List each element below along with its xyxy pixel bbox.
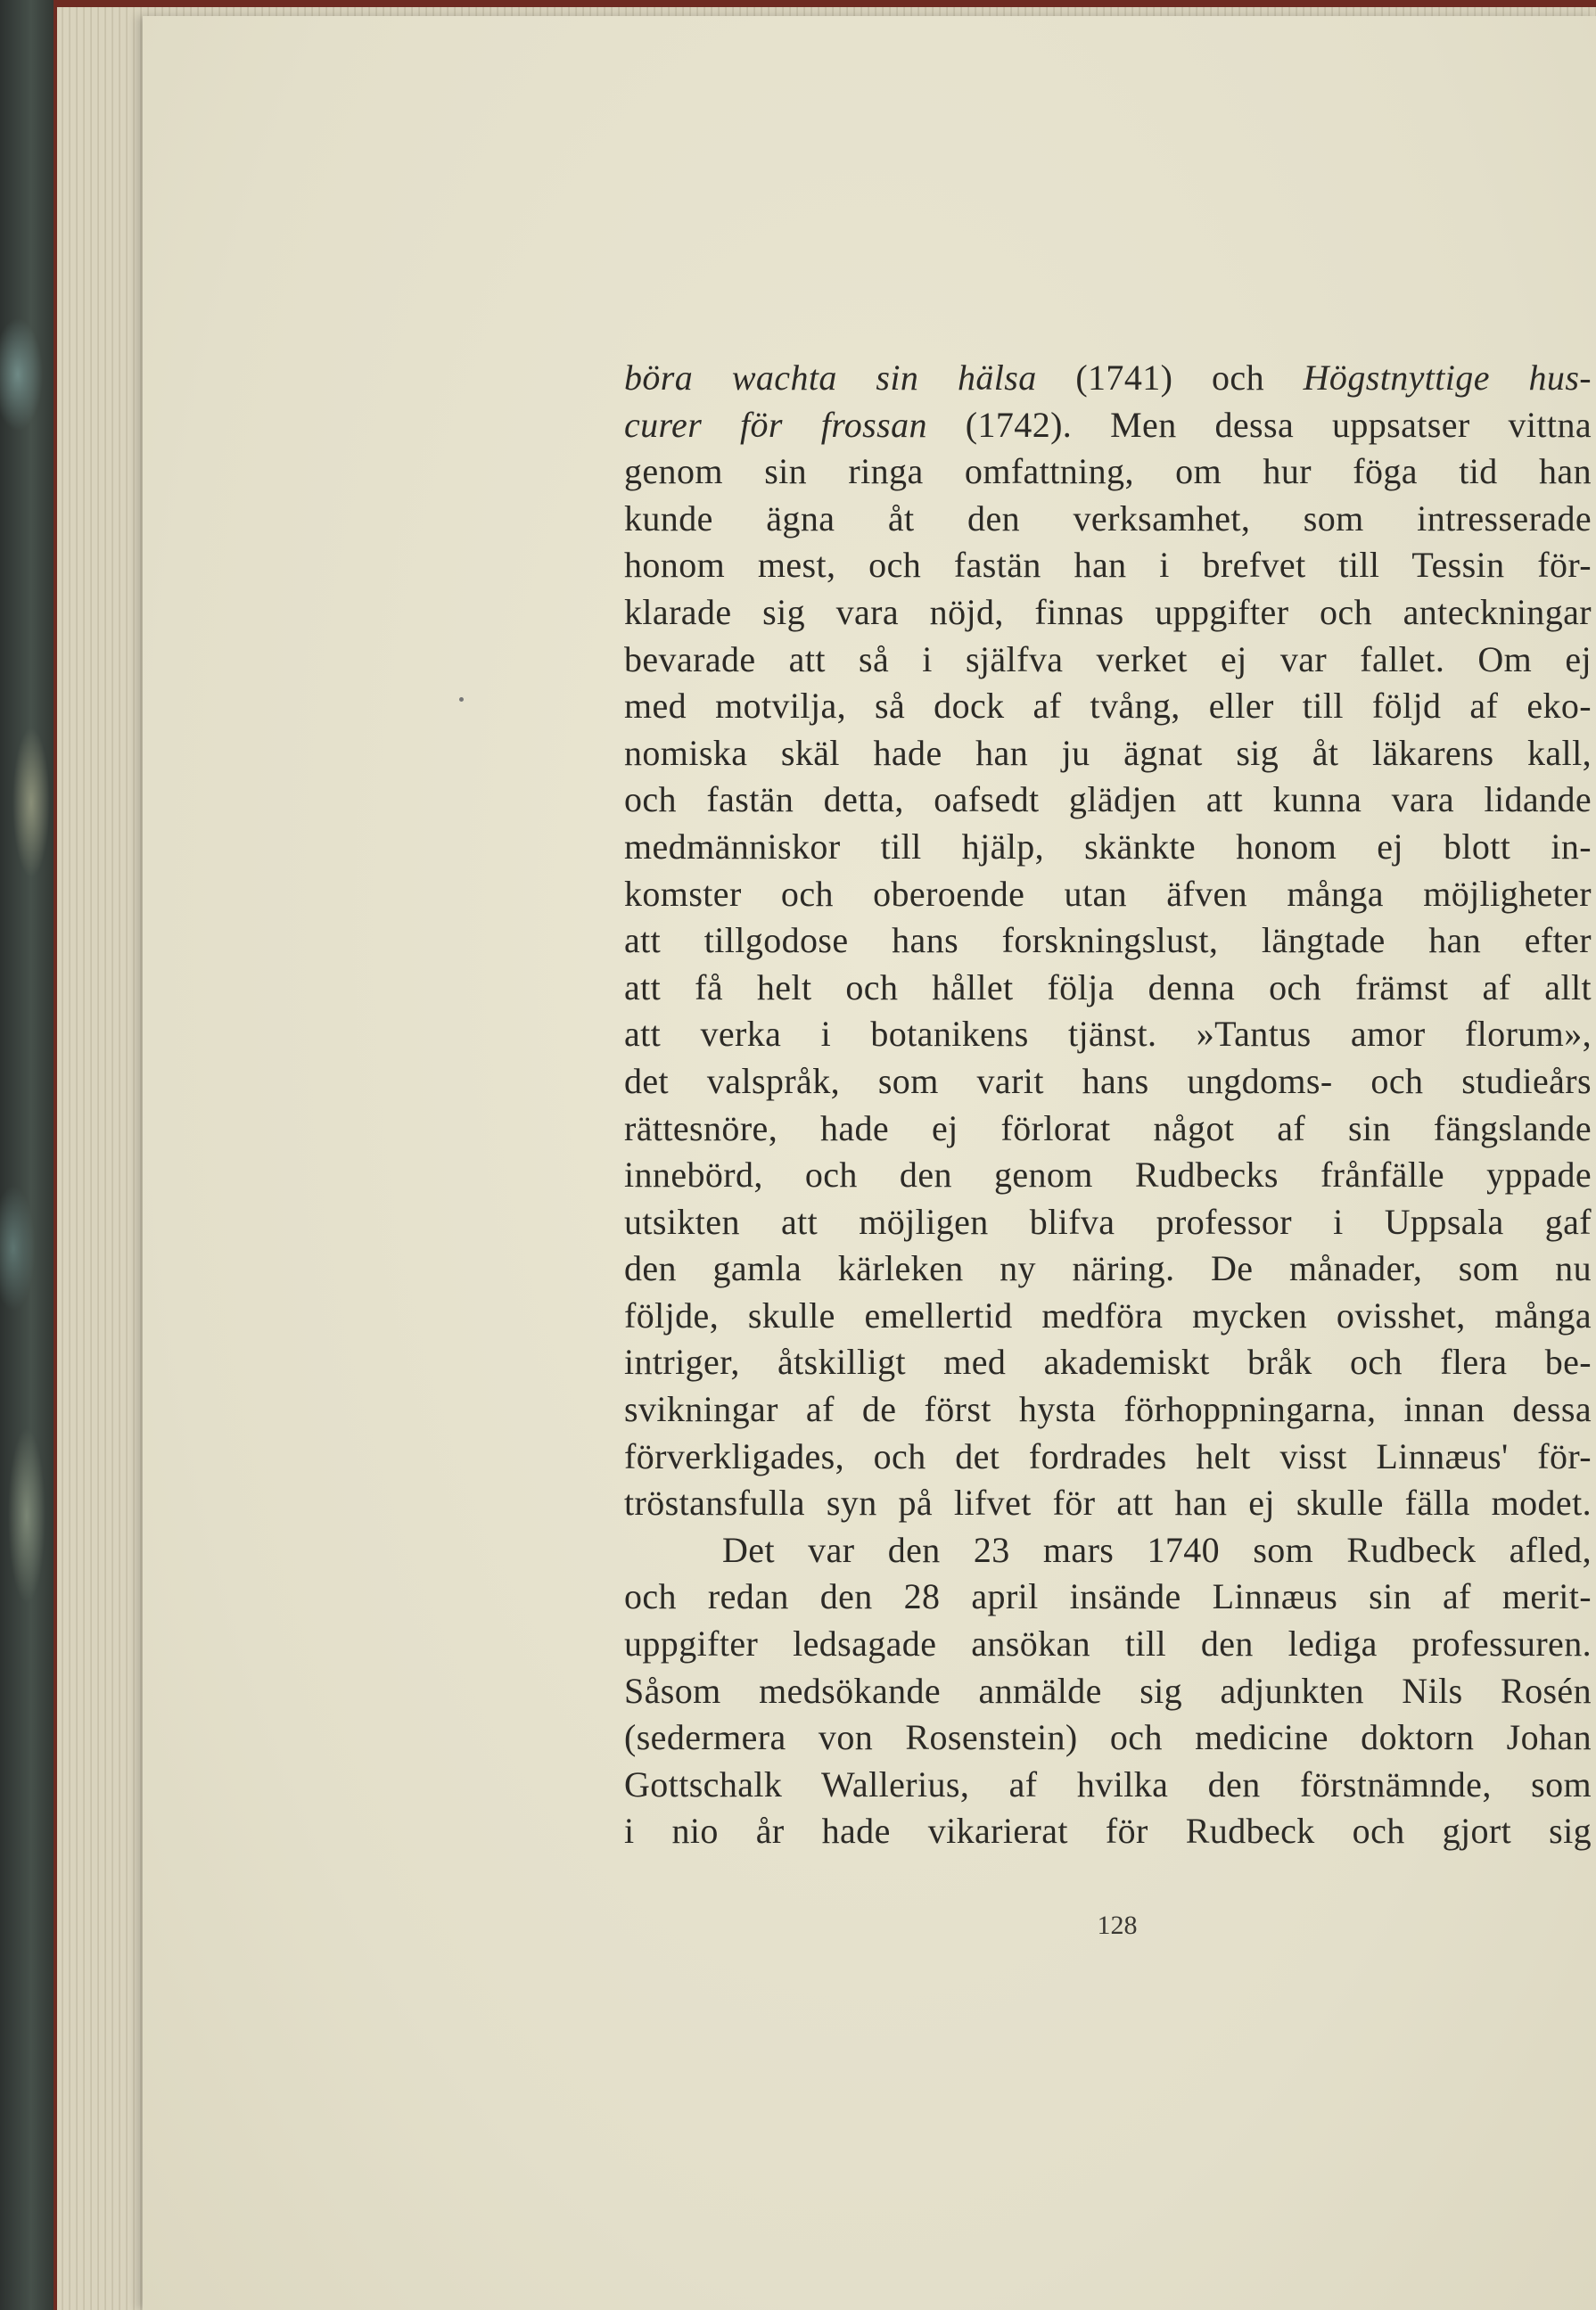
text-line [624, 496, 1592, 543]
text-line [624, 1527, 1592, 1574]
text-run: det valspråk, som varit hans ungdoms- och studieårs [624, 1060, 1592, 1101]
text-run: (sedermera von Rosenstein) och medicine doktorn Johan [624, 1717, 1592, 1758]
text-line [624, 1199, 1592, 1246]
text-line [624, 1106, 1592, 1153]
text-run: rättesnöre, hade ej förlorat något af sin fängslande [624, 1107, 1592, 1148]
text-line [624, 1293, 1592, 1340]
text-run: tröstansfulla syn på lifvet för att han ej skulle fälla modet. [624, 1483, 1592, 1524]
text-line [624, 448, 1592, 496]
text-line [624, 637, 1592, 684]
text-line [624, 1434, 1592, 1481]
text-line [624, 683, 1592, 730]
text-run: Gottschalk Wallerius, af hvilka den förstnämnde, som [624, 1763, 1592, 1804]
text-run: medmänniskor till hjälp, skänkte honom ej blott in- [624, 826, 1592, 867]
body-text [624, 355, 1592, 1855]
text-run: kunde ägna åt den verksamhet, som intresserade [624, 497, 1592, 538]
text-run: bevarade att så i själfva verket ej var fallet. Om ej [624, 638, 1592, 679]
text-line [624, 1762, 1592, 1809]
text-run: klarade sig vara nöjd, finnas uppgifter och anteckningar [624, 591, 1592, 632]
text-run: utsikten att möjligen blifva professor i Uppsala gaf [624, 1201, 1592, 1242]
text-run: (1742). Men dessa uppsatser vittna [926, 404, 1592, 445]
text-run: förverkligades, och det fordrades helt visst Linnæus' för- [624, 1435, 1592, 1476]
text-line [624, 1339, 1592, 1386]
text-run: och redan den 28 april insände Linnæus sin af merit- [624, 1576, 1592, 1617]
text-line [624, 355, 1592, 402]
text-run: intriger, åtskilligt med akademiskt bråk och flera be- [624, 1342, 1592, 1383]
text-run: (1741) och [1036, 358, 1304, 398]
text-run: genom sin ringa omfattning, om hur föga tid han [624, 451, 1592, 492]
text-line [624, 1011, 1592, 1058]
text-run: uppgifter ledsagade ansökan till den lediga professuren. [624, 1624, 1592, 1665]
text-run: Såsom medsökande anmälde sig adjunkten Nils Rosén [624, 1670, 1592, 1711]
text-run: att få helt och hållet följa denna och främst af allt [624, 966, 1592, 1007]
text-line [624, 1668, 1592, 1715]
text-line [624, 1152, 1592, 1199]
text-line [624, 1386, 1592, 1434]
text-line [624, 824, 1592, 871]
text-line [624, 1621, 1592, 1668]
text-line [624, 589, 1592, 637]
text-run: nomiska skäl hade han ju ägnat sig åt läkarens kall, [624, 732, 1592, 773]
italic-title: Högstnyttige hus- [1303, 358, 1592, 398]
text-run: honom mest, och fastän han i brefvet till Tessin för- [624, 545, 1592, 586]
text-line [624, 1480, 1592, 1527]
text-line [624, 917, 1592, 965]
text-run: följde, skulle emellertid medföra mycken ovisshet, många [624, 1295, 1592, 1336]
text-run: den gamla kärleken ny näring. De månader, som nu [624, 1248, 1592, 1289]
italic-title: böra wachta sin hälsa [624, 358, 1037, 398]
text-line [624, 777, 1592, 824]
text-line [624, 1714, 1592, 1762]
text-run: att tillgodose hans forskningslust, längtade han efter [624, 920, 1592, 961]
text-line [624, 1808, 1592, 1855]
text-line [624, 871, 1592, 918]
italic-title: curer för frossan [624, 404, 927, 445]
text-line [624, 1058, 1592, 1106]
text-line [624, 542, 1592, 589]
page-number: 128 [1097, 1911, 1138, 1940]
text-run: svikningar af de först hysta förhoppningarna, innan dessa [624, 1389, 1592, 1430]
text-run: Det var den 23 mars 1740 som Rudbeck afled, [722, 1529, 1592, 1570]
text-run: i nio år hade vikarierat för Rudbeck och gjort sig [624, 1811, 1592, 1852]
text-run: komster och oberoende utan äfven många möjligheter [624, 873, 1592, 914]
text-line [624, 1574, 1592, 1621]
text-line [624, 402, 1592, 449]
text-run: innebörd, och den genom Rudbecks frånfälle yppade [624, 1155, 1592, 1196]
text-line [624, 730, 1592, 777]
text-run: och fastän detta, oafsedt glädjen att kunna vara lidande [624, 779, 1592, 820]
book-page [143, 16, 1596, 2310]
text-run: att verka i botanikens tjänst. »Tantus amor florum», [624, 1014, 1592, 1055]
text-run: med motvilja, så dock af tvång, eller till följd af eko- [624, 686, 1592, 727]
ink-speck [459, 697, 464, 702]
text-line [624, 965, 1592, 1012]
text-line [624, 1245, 1592, 1293]
